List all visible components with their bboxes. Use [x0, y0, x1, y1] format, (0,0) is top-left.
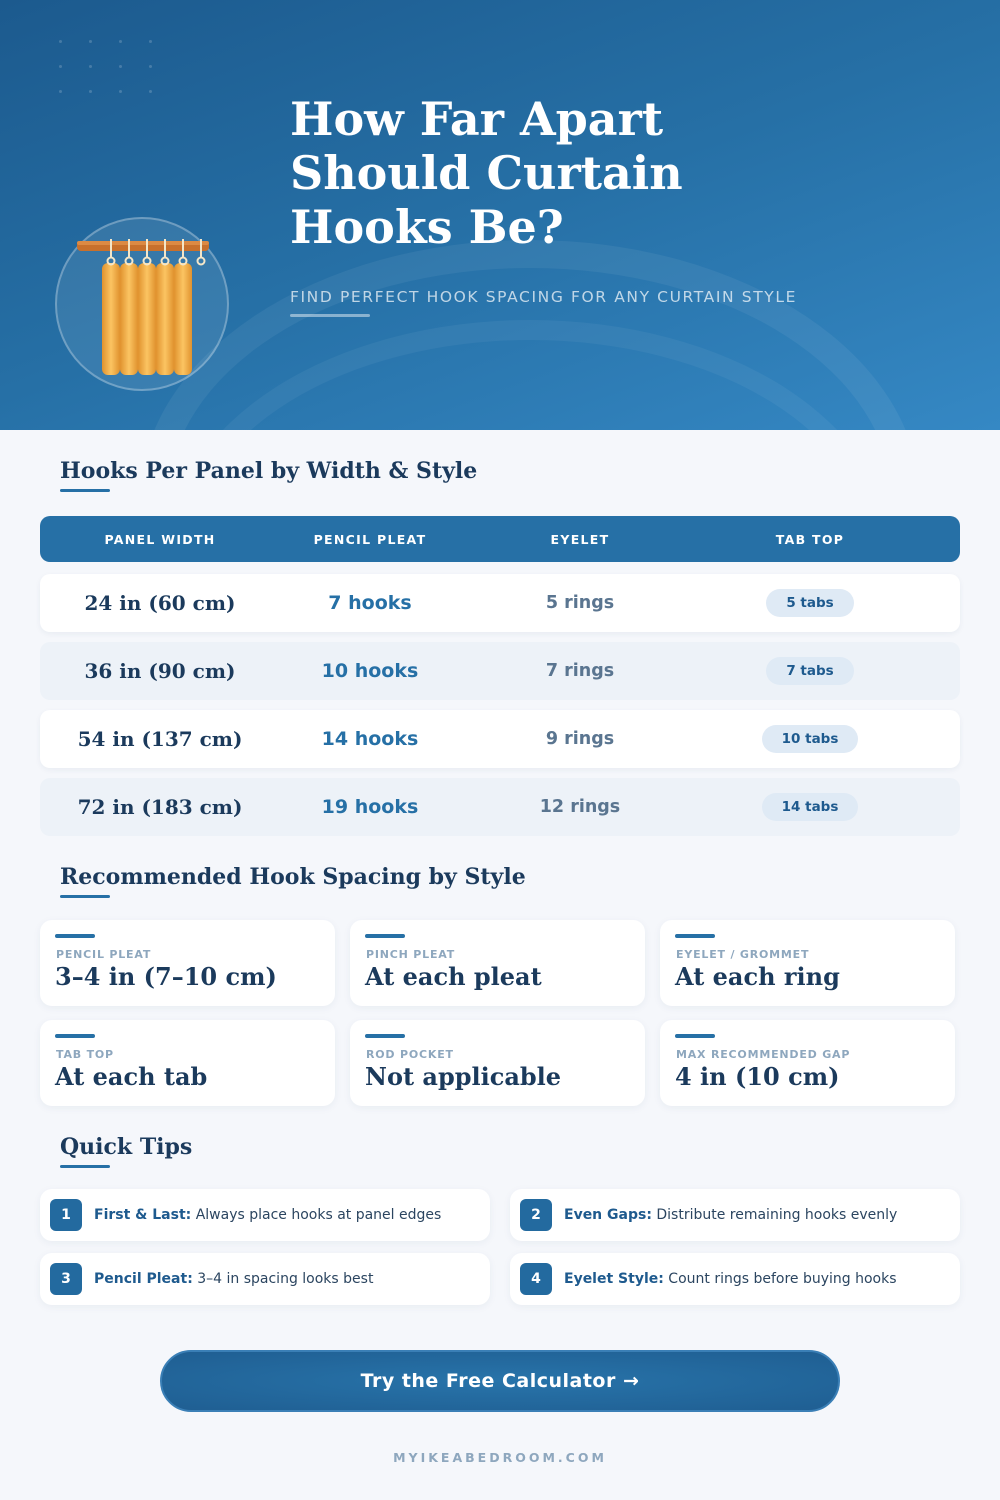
card-value: Not applicable — [365, 1062, 562, 1091]
card-value: At each tab — [55, 1062, 208, 1091]
card-accent-bar — [675, 1034, 715, 1038]
tip-body: 3–4 in spacing looks best — [192, 1271, 374, 1287]
cell-pencil-pleat: 10 hooks — [321, 660, 419, 682]
tip-heading: Eyelet Style: — [564, 1271, 664, 1287]
tab-top-badge: 14 tabs — [762, 793, 859, 821]
card-accent-bar — [55, 1034, 95, 1038]
card-accent-bar — [55, 934, 95, 938]
tip-text — [94, 1271, 373, 1287]
card-label: ROD POCKET — [366, 1048, 454, 1061]
tip-item — [40, 1189, 490, 1241]
tip-number-badge: 2 — [520, 1199, 552, 1231]
section-underline — [60, 1165, 110, 1168]
section-title-hooks-table: Hooks Per Panel by Width & Style — [60, 458, 478, 484]
section-title-spacing: Recommended Hook Spacing by Style — [60, 864, 526, 890]
page-subtitle: FIND PERFECT HOOK SPACING FOR ANY CURTAIN STYLE — [290, 288, 797, 306]
card-value: 4 in (10 cm) — [675, 1062, 840, 1091]
table-row — [40, 778, 960, 836]
cell-panel-width: 24 in (60 cm) — [84, 591, 236, 615]
section-title-tips: Quick Tips — [60, 1134, 193, 1160]
tip-body: Count rings before buying hooks — [663, 1271, 897, 1287]
spacing-card-pinch-pleat — [350, 920, 645, 1006]
card-label: TAB TOP — [56, 1048, 114, 1061]
tab-top-badge: 7 tabs — [766, 657, 853, 685]
cell-panel-width: 54 in (137 cm) — [77, 727, 243, 751]
tip-item — [40, 1253, 490, 1305]
cell-pencil-pleat: 7 hooks — [328, 592, 412, 614]
column-header-panel-width: PANEL WIDTH — [104, 531, 216, 547]
table-row — [40, 710, 960, 768]
tip-number-badge: 4 — [520, 1263, 552, 1295]
tip-text — [94, 1207, 441, 1223]
cell-eyelet: 5 rings — [545, 593, 615, 613]
card-accent-bar — [365, 934, 405, 938]
spacing-card-eyelet — [660, 920, 955, 1006]
cell-panel-width: 72 in (183 cm) — [77, 795, 243, 819]
hero-banner — [0, 0, 1000, 430]
site-footer: MYIKEABEDROOM.COM — [393, 1450, 607, 1465]
card-value: 3–4 in (7–10 cm) — [55, 962, 277, 991]
table-header — [40, 516, 960, 562]
section-underline — [60, 489, 110, 492]
cell-eyelet: 9 rings — [545, 729, 615, 749]
tip-body: Distribute remaining hooks evenly — [651, 1207, 898, 1223]
title-line: Hooks Be? — [290, 200, 564, 254]
column-header-eyelet: EYELET — [550, 531, 610, 547]
cell-eyelet: 7 rings — [545, 661, 615, 681]
try-calculator-button[interactable]: Try the Free Calculator → — [160, 1350, 840, 1412]
decorative-dots — [55, 36, 155, 96]
column-header-tab-top: TAB TOP — [775, 531, 845, 547]
card-value: At each ring — [675, 962, 840, 991]
column-header-pencil-pleat: PENCIL PLEAT — [313, 531, 427, 547]
tip-body: Always place hooks at panel edges — [191, 1207, 442, 1223]
title-line: Should Curtain — [290, 146, 683, 200]
card-accent-bar — [675, 934, 715, 938]
curtain-on-rod-icon — [57, 219, 231, 393]
title-line: How Far Apart — [290, 92, 664, 146]
card-accent-bar — [365, 1034, 405, 1038]
curtain-illustration — [55, 217, 229, 391]
page-title — [290, 92, 810, 254]
card-label: PINCH PLEAT — [366, 948, 456, 961]
tab-top-badge: 10 tabs — [762, 725, 859, 753]
tip-number-badge: 3 — [50, 1263, 82, 1295]
tip-item — [510, 1189, 960, 1241]
card-label: PENCIL PLEAT — [56, 948, 152, 961]
cell-eyelet: 12 rings — [539, 797, 621, 817]
cell-pencil-pleat: 19 hooks — [321, 796, 419, 818]
spacing-card-tab-top — [40, 1020, 335, 1106]
card-label: EYELET / GROMMET — [676, 948, 810, 961]
tip-heading: First & Last: — [94, 1207, 192, 1223]
tab-top-badge: 5 tabs — [766, 589, 853, 617]
cell-panel-width: 36 in (90 cm) — [84, 659, 236, 683]
tip-text — [564, 1271, 897, 1287]
tip-number-badge: 1 — [50, 1199, 82, 1231]
tip-heading: Pencil Pleat: — [94, 1271, 193, 1287]
cell-pencil-pleat: 14 hooks — [321, 728, 419, 750]
spacing-card-max-gap — [660, 1020, 955, 1106]
tip-text — [564, 1207, 897, 1223]
tip-item — [510, 1253, 960, 1305]
section-underline — [60, 895, 110, 898]
table-row — [40, 642, 960, 700]
card-label: MAX RECOMMENDED GAP — [676, 1048, 851, 1061]
spacing-card-rod-pocket — [350, 1020, 645, 1106]
table-row — [40, 574, 960, 632]
spacing-card-pencil-pleat — [40, 920, 335, 1006]
subtitle-underline — [290, 314, 370, 317]
card-value: At each pleat — [365, 962, 542, 991]
tip-heading: Even Gaps: — [564, 1207, 652, 1223]
